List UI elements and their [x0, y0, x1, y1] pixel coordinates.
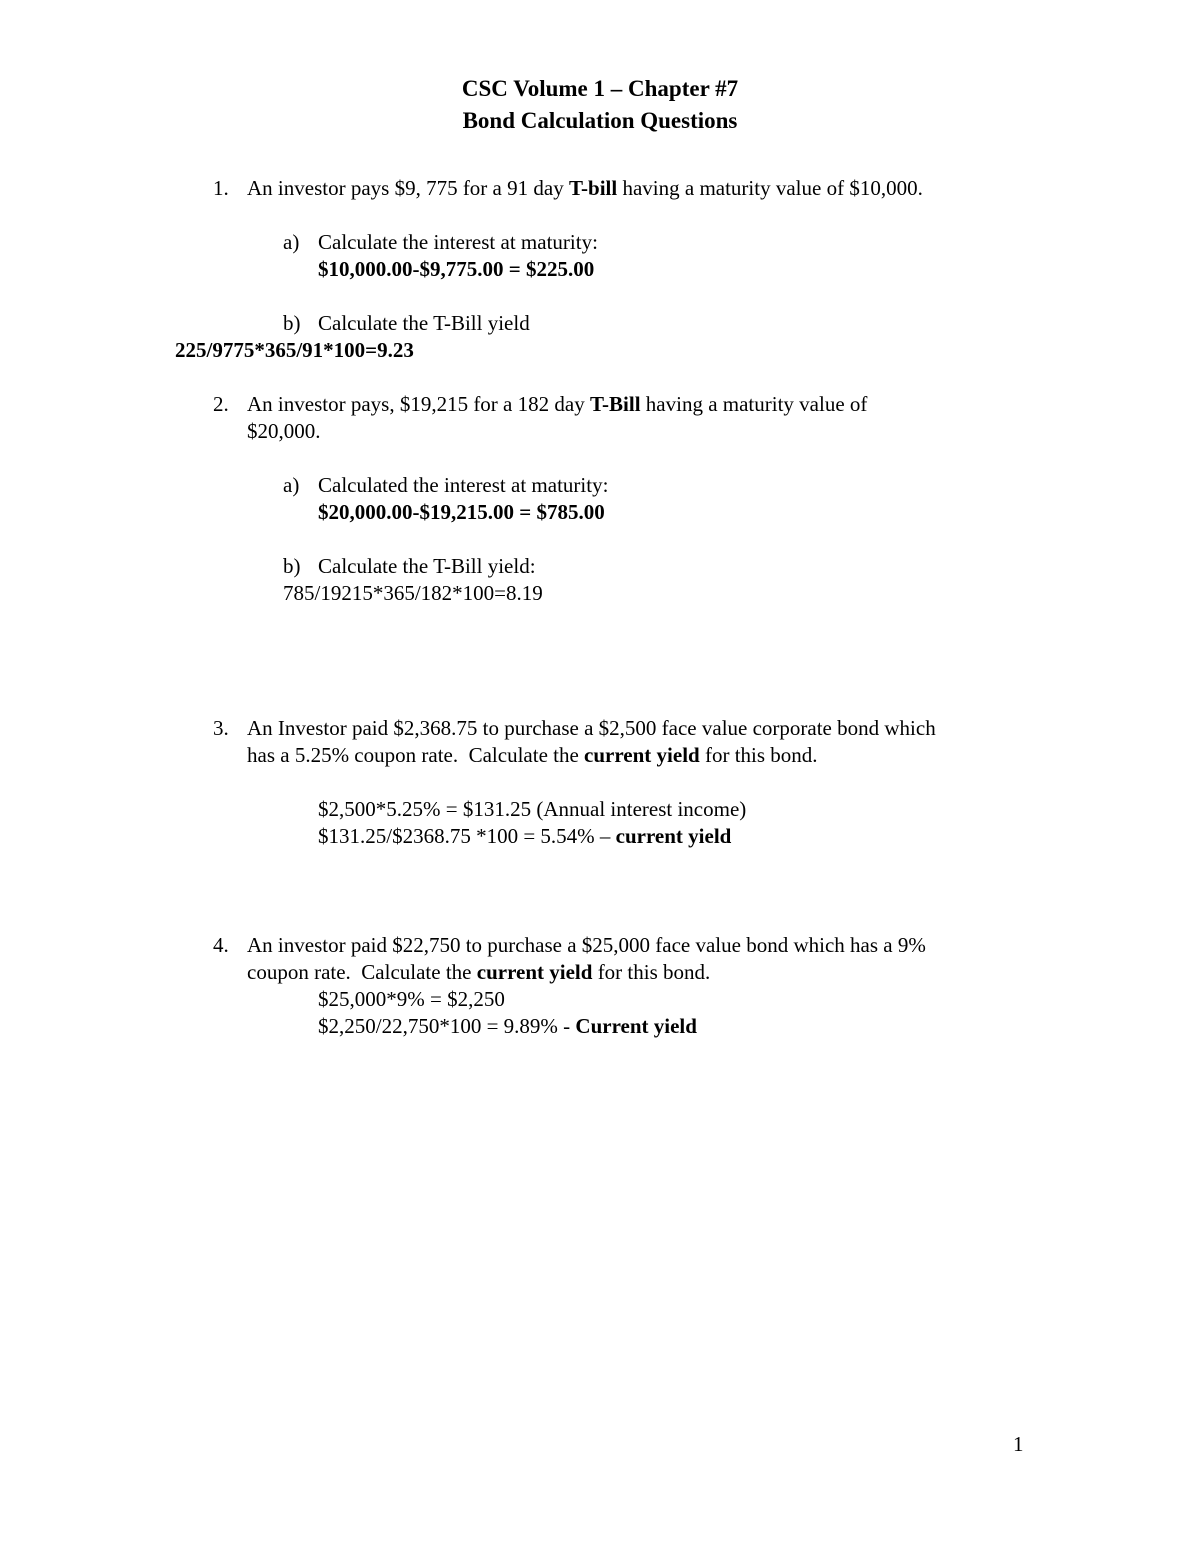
question-number: 2.: [213, 392, 229, 416]
part-letter: a): [283, 473, 300, 497]
part-letter: b): [283, 554, 301, 578]
part-prompt: Calculate the T-Bill yield: [318, 311, 530, 335]
question-text: An Investor paid $2,368.75 to purchase a $2,500 face value corporate bond which: [247, 716, 936, 740]
question-text: An investor pays, $19,215 for a 182 day T-Bill having a maturity value of: [247, 392, 868, 416]
part-prompt: Calculate the T-Bill yield:: [318, 554, 536, 578]
question-text: $20,000.: [247, 419, 321, 443]
work-line: $2,250/22,750*100 = 9.89% - Current yield: [318, 1014, 697, 1038]
part-letter: a): [283, 230, 300, 254]
question-text: has a 5.25% coupon rate. Calculate the current yield for this bond.: [247, 743, 818, 767]
question-text: An investor pays $9, 775 for a 91 day T-bill having a maturity value of $10,000.: [247, 176, 923, 200]
work-line: $2,500*5.25% = $131.25 (Annual interest income): [318, 797, 747, 821]
part-answer: $20,000.00-$19,215.00 = $785.00: [318, 500, 605, 524]
page-title: CSC Volume 1 – Chapter #7: [461, 76, 739, 101]
page-number: 1: [1013, 1432, 1024, 1456]
question-text: coupon rate. Calculate the current yield for this bond.: [247, 960, 711, 984]
question-number: 3.: [213, 716, 229, 740]
part-answer: 225/9775*365/91*100=9.23: [175, 338, 414, 362]
part-prompt: Calculated the interest at maturity:: [318, 473, 609, 497]
work-line: $25,000*9% = $2,250: [318, 987, 505, 1011]
question-number: 1.: [213, 176, 229, 200]
work-line: $131.25/$2368.75 *100 = 5.54% – current yield: [318, 824, 732, 848]
part-letter: b): [283, 311, 301, 335]
part-answer: $10,000.00-$9,775.00 = $225.00: [318, 257, 595, 281]
question-number: 4.: [213, 933, 229, 957]
page-subtitle: Bond Calculation Questions: [462, 108, 738, 133]
part-answer: 785/19215*365/182*100=8.19: [283, 581, 543, 605]
question-text: An investor paid $22,750 to purchase a $25,000 face value bond which has a 9%: [247, 933, 926, 957]
part-prompt: Calculate the interest at maturity:: [318, 230, 598, 254]
